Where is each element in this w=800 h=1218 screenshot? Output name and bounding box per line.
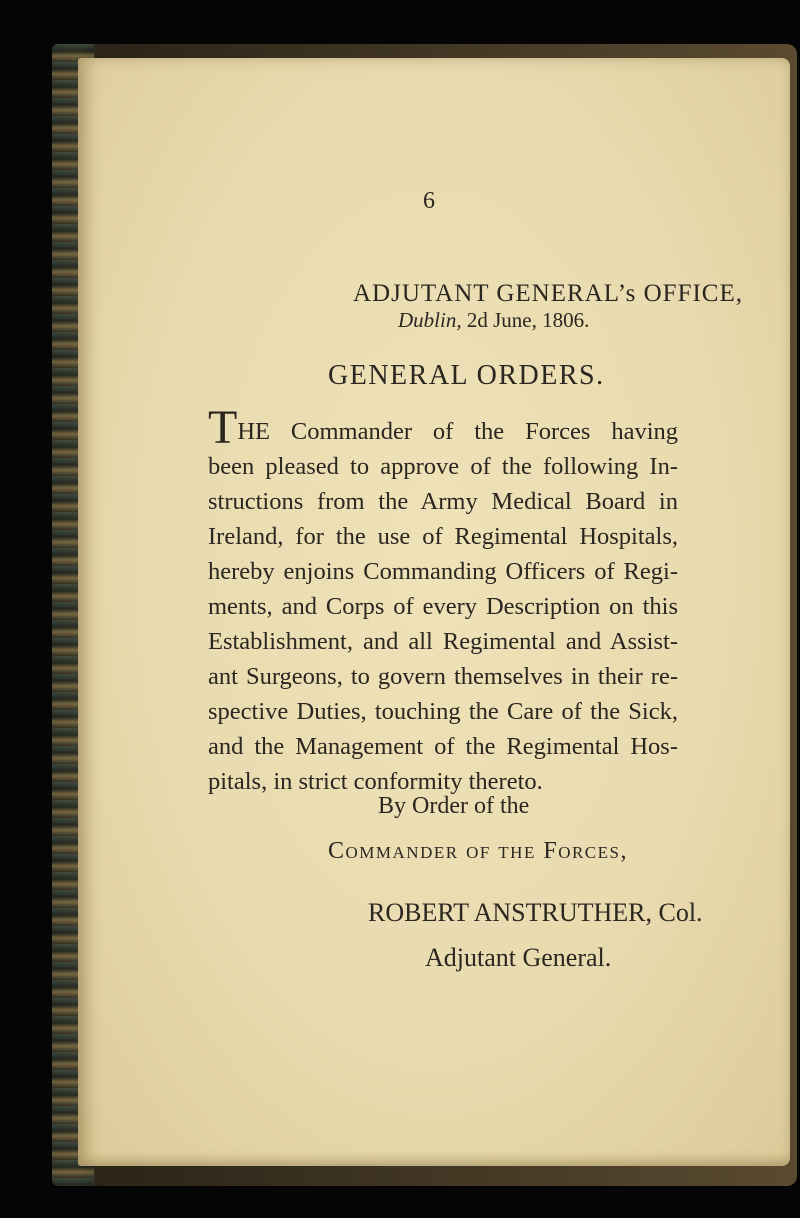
body-line: hereby enjoins Commanding Officers of Regi- (208, 558, 678, 585)
book-page (78, 58, 790, 1166)
signature-name: ROBERT ANSTRUTHER, Col. (368, 898, 703, 927)
page-number: 6 (423, 188, 435, 214)
body-line: spective Duties, touching the Care of the Sick, (208, 698, 678, 725)
body-line: and the Management of the Regimental Hos- (208, 733, 678, 760)
body-line: been pleased to approve of the following In- (208, 453, 678, 480)
body-line: ments, and Corps of every Description on this (208, 593, 678, 620)
dateline-place: Dublin, (398, 308, 462, 332)
body-line: Ireland, for the use of Regimental Hospitals, (208, 523, 678, 550)
body-line: Establishment, and all Regimental and Assist- (208, 628, 678, 655)
body-line: structions from the Army Medical Board in (208, 488, 678, 515)
dateline-date: 2d June, 1806. (466, 308, 590, 332)
drop-cap: T (208, 401, 238, 454)
by-order-line: By Order of the (378, 793, 530, 819)
dateline (398, 308, 589, 333)
page-heading: GENERAL ORDERS. (328, 360, 605, 391)
office-line: ADJUTANT GENERAL’s OFFICE, (353, 280, 744, 307)
body-paragraph (208, 401, 678, 799)
commander-line: Commander of the Forces, (328, 838, 628, 864)
body-line (208, 401, 678, 454)
signature-title: Adjutant General. (425, 943, 612, 972)
body-line: ant Surgeons, to govern themselves in their re- (208, 663, 678, 690)
first-word-rest: HE (237, 418, 270, 445)
body-line: pitals, in strict conformity thereto. (208, 768, 543, 795)
body-line-text: Commander of the Forces having (270, 418, 678, 445)
